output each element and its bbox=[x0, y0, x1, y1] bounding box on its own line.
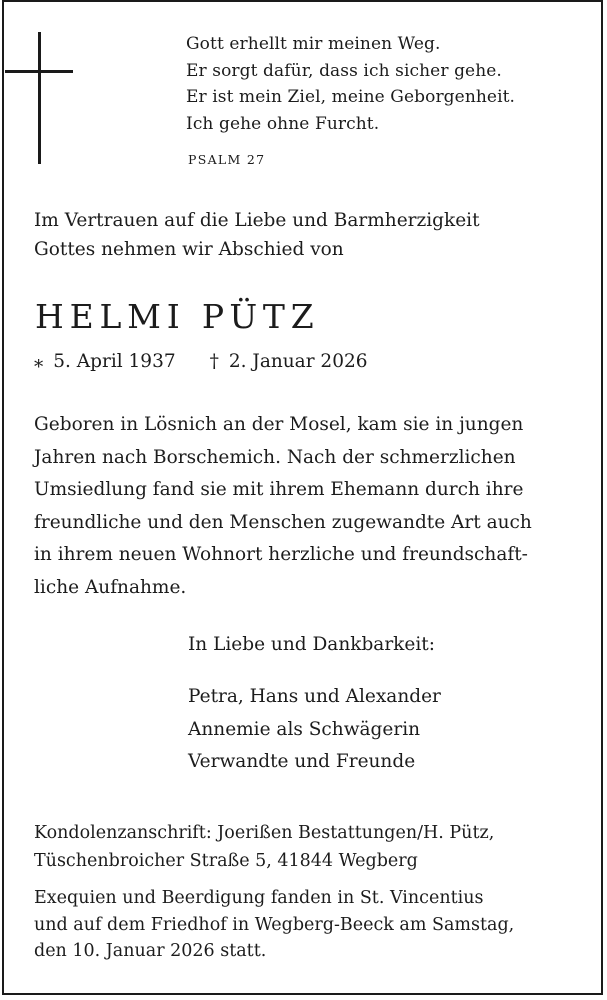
birth-star-icon: ⁎ bbox=[34, 351, 44, 372]
biography-line: Geboren in Lösnich an der Mosel, kam sie in jungen bbox=[34, 414, 524, 435]
biography-line: liche Aufnahme. bbox=[34, 576, 187, 598]
cross-horizontal-bar bbox=[5, 70, 73, 73]
funeral-notice bbox=[34, 885, 514, 965]
mourner-line: Annemie als Schwägerin bbox=[188, 718, 421, 740]
intro-text bbox=[34, 206, 480, 264]
biography-line: Jahren nach Borschemich. Nach der schmerzlichen bbox=[34, 446, 516, 468]
mourners-list bbox=[188, 681, 441, 779]
biography-line: Umsiedlung fand sie mit ihrem Ehemann durch ihre bbox=[34, 479, 524, 500]
birth-date: 5. April 1937 bbox=[53, 351, 176, 372]
biography-line: in ihrem neuen Wohnort herzliche und freundschaft- bbox=[34, 544, 528, 565]
psalm-line: Gott erhellt mir meinen Weg. bbox=[186, 34, 441, 54]
biography-line: freundliche und den Menschen zugewandte Art auch bbox=[34, 511, 532, 533]
biography bbox=[34, 409, 594, 604]
mourner-line: Petra, Hans und Alexander bbox=[188, 686, 441, 707]
intro-line: Im Vertrauen auf die Liebe und Barmherzigkeit bbox=[34, 210, 480, 231]
condolence-address bbox=[34, 820, 494, 875]
psalm-verse bbox=[186, 31, 515, 137]
thanks-heading: In Liebe und Dankbarkeit: bbox=[188, 634, 435, 655]
psalm-line: Er ist mein Ziel, meine Geborgenheit. bbox=[186, 87, 516, 107]
death-dagger-icon: † bbox=[209, 351, 219, 372]
contact-line: Kondolenzanschrift: Joerißen Bestattungen/H. Pütz, bbox=[34, 823, 495, 843]
deceased-name: HELMI PÜTZ bbox=[35, 297, 320, 336]
life-dates bbox=[34, 351, 368, 372]
funeral-line: den 10. Januar 2026 statt. bbox=[34, 941, 267, 961]
cross-vertical-bar bbox=[38, 32, 41, 164]
death-date: 2. Januar 2026 bbox=[228, 351, 368, 372]
mourner-line: Verwandte und Freunde bbox=[188, 751, 416, 772]
obituary-notice bbox=[2, 0, 603, 995]
funeral-line: Exequien und Beerdigung fanden in St. Vincentius bbox=[34, 888, 484, 908]
funeral-line: und auf dem Friedhof in Wegberg-Beeck am Samstag, bbox=[34, 914, 515, 935]
psalm-line: Er sorgt dafür, dass ich sicher gehe. bbox=[186, 60, 502, 81]
intro-line: Gottes nehmen wir Abschied von bbox=[34, 239, 344, 260]
psalm-reference: PSALM 27 bbox=[188, 152, 266, 167]
contact-line: Tüschenbroicher Straße 5, 41844 Wegberg bbox=[34, 850, 418, 871]
psalm-line: Ich gehe ohne Furcht. bbox=[186, 113, 380, 134]
